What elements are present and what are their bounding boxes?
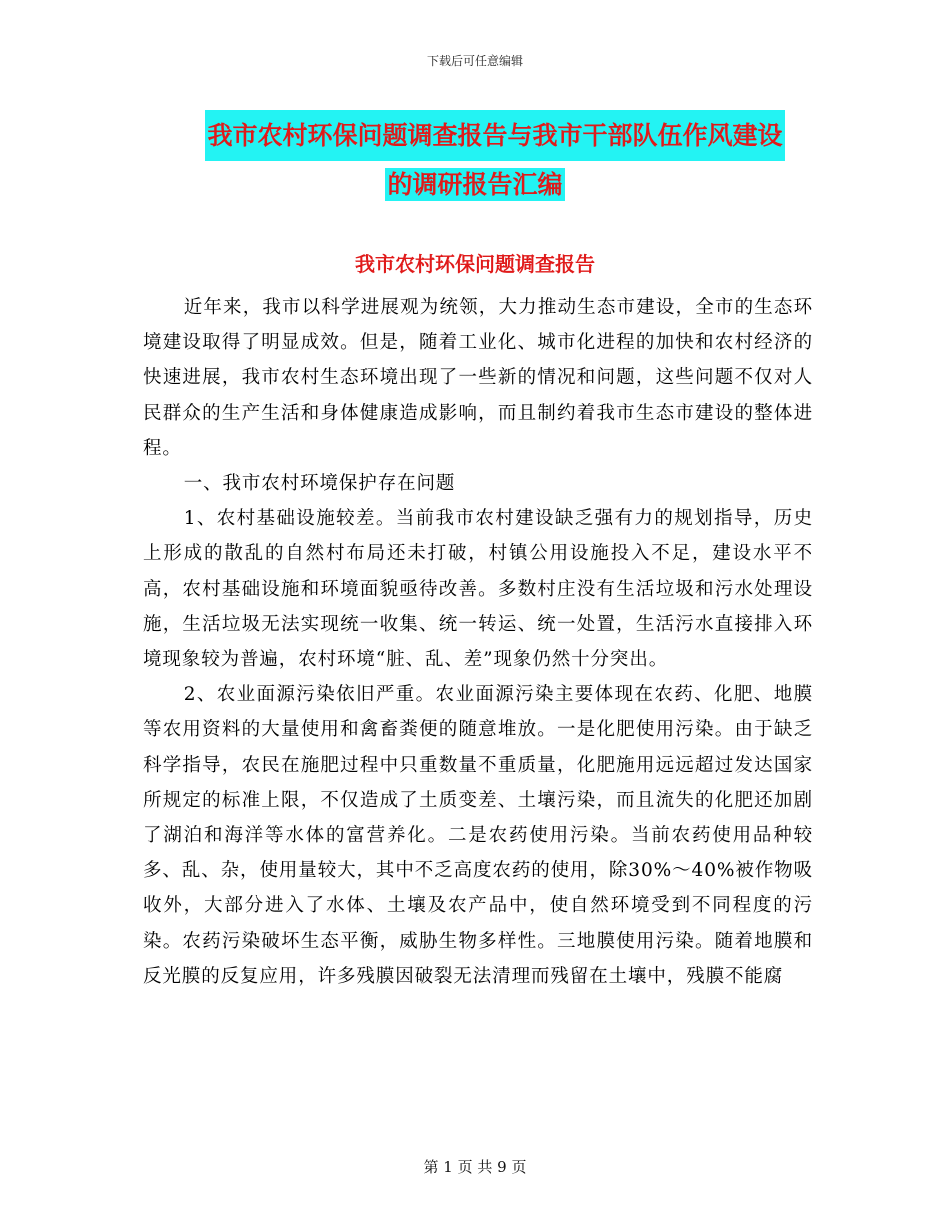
paragraph-heading-problems: 一、我市农村环境保护存在问题 [183, 473, 456, 495]
paragraph-intro: 近年来，我市以科学进展观为统领，大力推动生态市建设，全市的生态环境建设取得了明显成效。但是，随着工业化、城市化进程的加快和农村经济的快速进展，我市农村生态环境出现了一些新的情况和问题，这些问题不仅对人民群众的生产生活和身体健康造成影响，而且制约着我市生态市建设的整体进程。 [143, 297, 813, 459]
body-text [143, 290, 813, 994]
document-title-line-2: 的调研报告汇编 [387, 170, 563, 199]
document-title-line-1: 我市农村环保问题调查报告与我市干部队伍作风建设 [205, 110, 784, 161]
paragraph-pollution: 2、农业面源污染依旧严重。农业面源污染主要体现在农药、化肥、地膜等农用资料的大量使用和禽畜粪便的随意堆放。一是化肥使用污染。由于缺乏科学指导，农民在施肥过程中只重数量不重质量，化肥施用远远超过发达国家所规定的标准上限，不仅造成了土质变差、土壤污染，而且流失的化肥还加剧了湖泊和海洋等水体的富营养化。二是农药使用污染。当前农药使用品种较多、乱、杂，使用量较大，其中不乏高度农药的使用，除30%～40%被作物吸收外，大部分进入了水体、土壤及农产品中，使自然环境受到不同程度的污染。农药污染破坏生态平衡，威胁生物多样性。三地膜使用污染。随着地膜和反光膜的反复应用，许多残膜因破裂无法清理而残留在土壤中，残膜不能腐 [143, 684, 813, 987]
paragraph-infrastructure: 1、农村基础设施较差。当前我市农村建设缺乏强有力的规划指导，历史上形成的散乱的自然村布局还未打破，村镇公用设施投入不足，建设水平不高，农村基础设施和环境面貌亟待改善。多数村庄没有生活垃圾和污水处理设施，生活垃圾无法实现统一收集、统一转运、统一处置，生活污水直接排入环境现象较为普遍，农村环境“脏、乱、差”现象仍然十分突出。 [143, 508, 813, 671]
page-number: 第 1 页 共 9 页 [423, 1158, 527, 1176]
document-title [0, 110, 950, 208]
header-note: 下载后可任意编辑 [426, 54, 523, 68]
section-title: 我市农村环保问题调查报告 [355, 252, 595, 276]
